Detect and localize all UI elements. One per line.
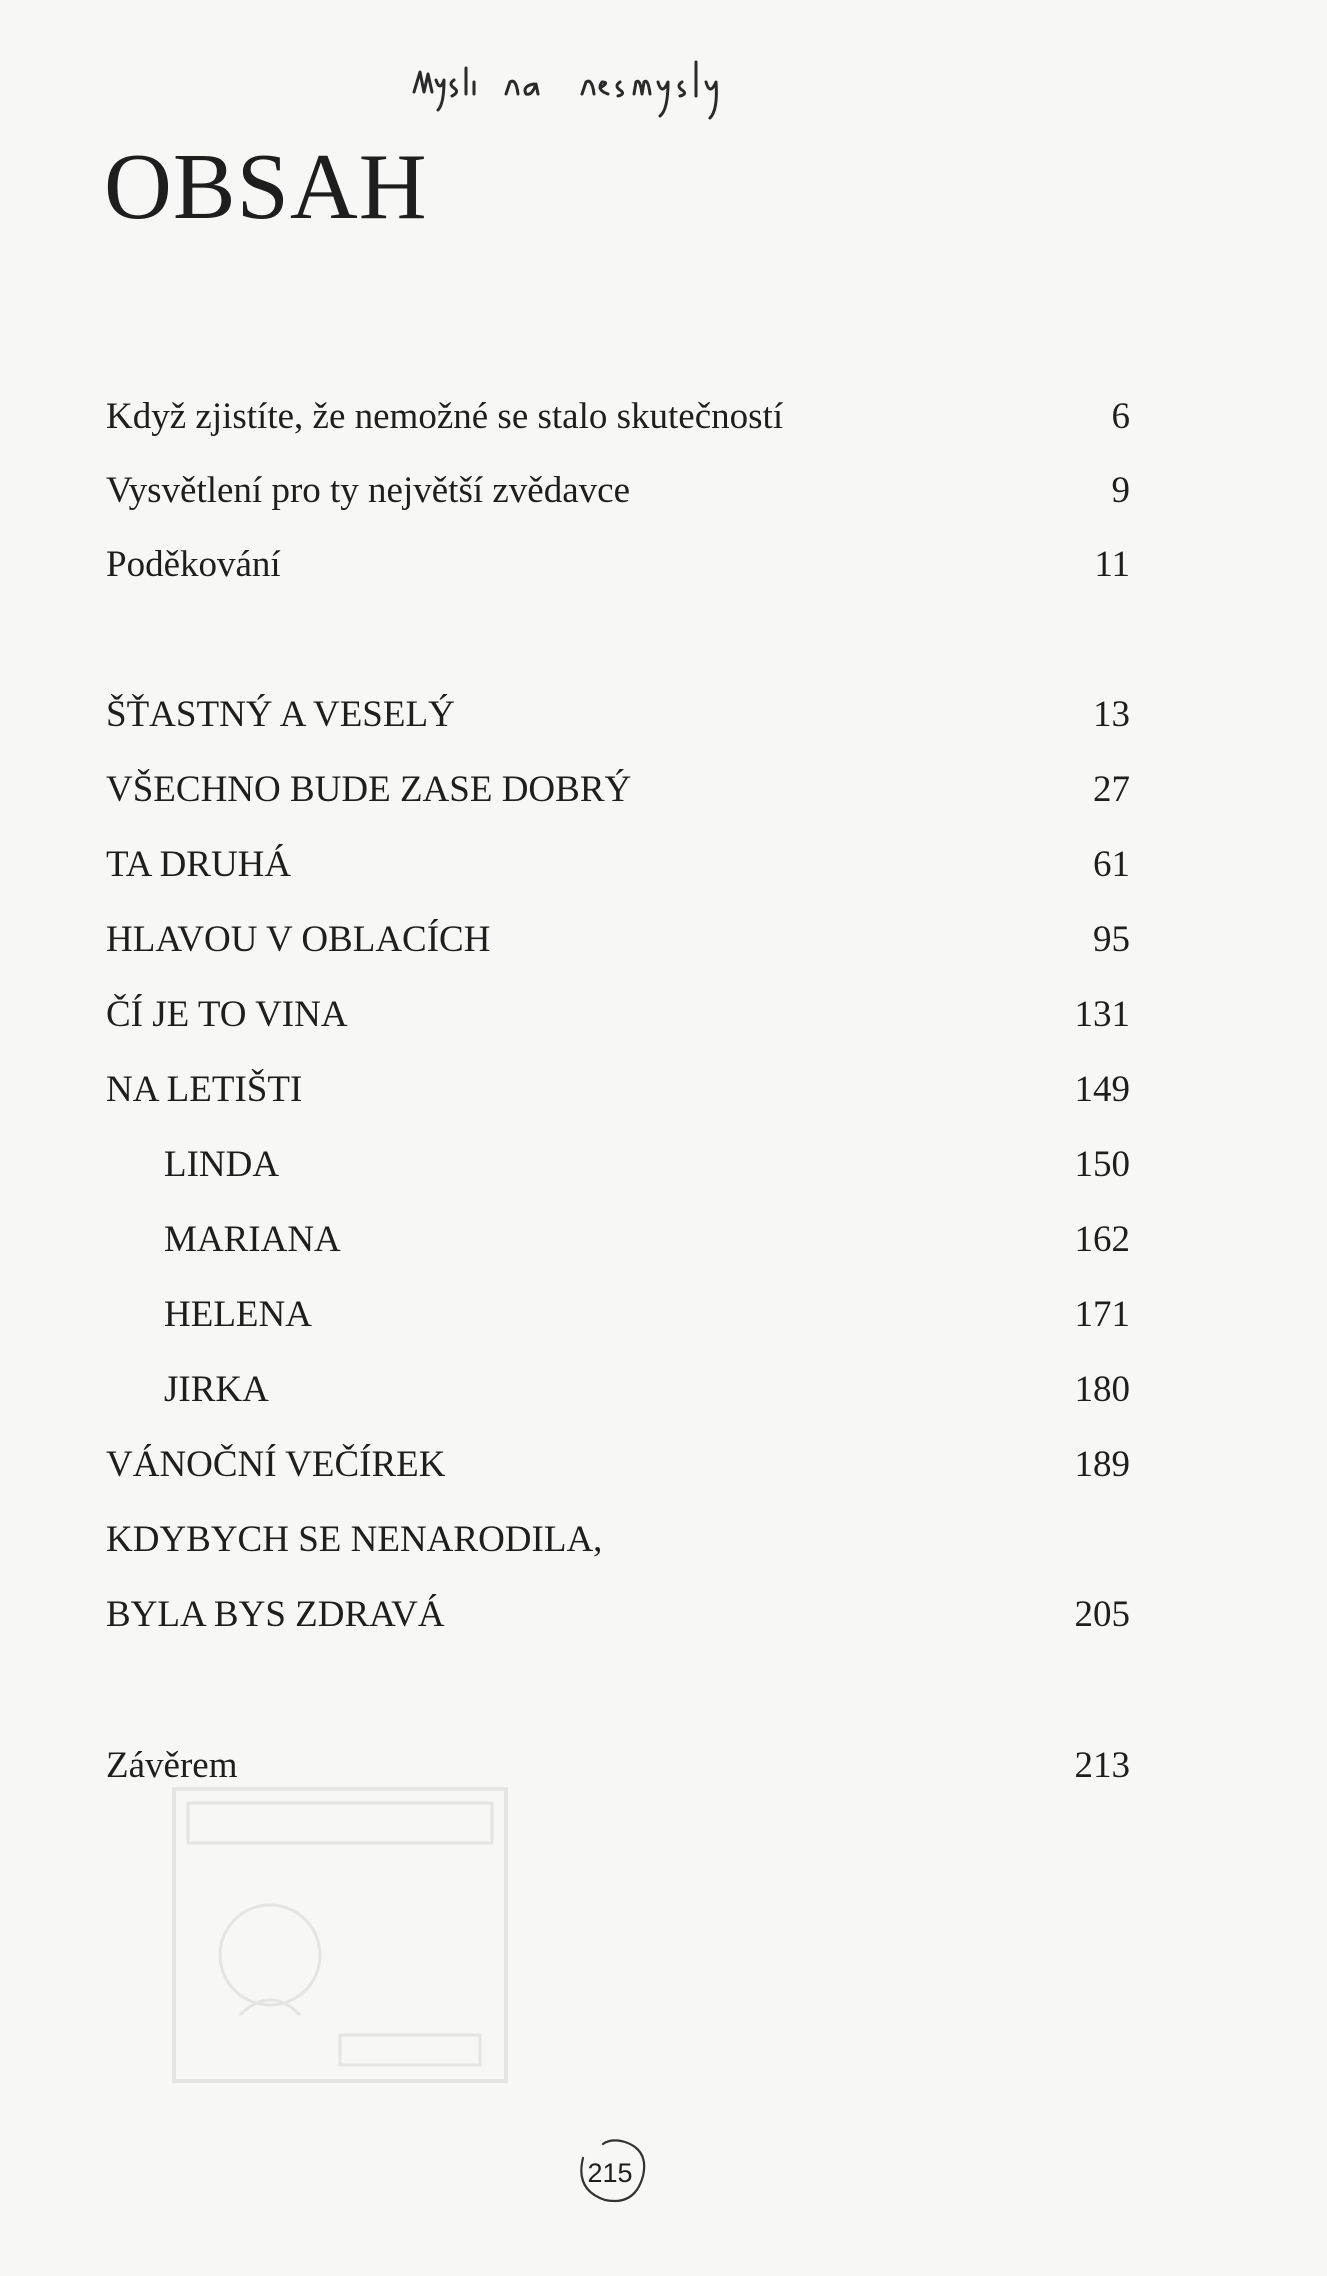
toc-subchapter-title: MARIANA [164,1219,341,1260]
page-title: OBSAH [104,135,428,239]
toc-subchapter [106,1285,1130,1345]
toc-chapter-title: NA LETIŠTI [106,1069,303,1110]
page-number-badge [565,2128,655,2218]
toc-chapter-title: HLAVOU V OBLACÍCH [106,919,491,960]
toc-subchapter-title: LINDA [164,1144,280,1185]
toc-entry-page: 9 [1111,470,1130,511]
toc-chapter-page: 149 [1074,1069,1130,1110]
toc-chapter-title: ŠŤASTNÝ A VESELÝ [106,694,455,735]
toc-subchapter [106,1360,1130,1420]
toc-chapter-title: KDYBYCH SE NENARODILA, [106,1519,603,1560]
library-stamp-showthrough [170,1785,510,2085]
toc-subchapter-title: HELENA [164,1294,312,1335]
toc-subchapter-page: 171 [1074,1294,1130,1335]
toc-chapter [106,1585,1130,1645]
toc-chapter [106,1435,1130,1495]
toc-chapter-title: VÁNOČNÍ VEČÍREK [106,1444,446,1485]
toc-subchapter-title: JIRKA [164,1369,269,1410]
toc-entry [106,461,1130,521]
toc-chapter [106,1060,1130,1120]
toc-chapter-page: 95 [1093,919,1130,960]
toc-chapter [106,760,1130,820]
toc-chapter-page: 189 [1074,1444,1130,1485]
toc-entry-title: Vysvětlení pro ty největší zvědavce [106,470,630,511]
toc-chapter-page: 13 [1093,694,1130,735]
toc-chapter-title: BYLA BYS ZDRAVÁ [106,1594,445,1635]
toc-chapter-title: VŠECHNO BUDE ZASE DOBRÝ [106,769,632,810]
toc-chapter-page: 61 [1093,844,1130,885]
toc-subchapter-page: 180 [1074,1369,1130,1410]
toc-entry [106,535,1130,595]
toc-subchapter-page: 162 [1074,1219,1130,1260]
page-number: 215 [587,2158,633,2188]
handwritten-note [410,52,810,142]
toc-chapter-title: ČÍ JE TO VINA [106,994,348,1035]
handwritten-note-drawing [410,52,810,142]
toc-entry-page: 213 [1074,1745,1130,1786]
toc-entry-page: 11 [1094,544,1130,585]
toc-entry-title: Závěrem [106,1745,238,1786]
toc-chapter-page: 27 [1093,769,1130,810]
toc-chapter [106,910,1130,970]
toc-chapter [106,835,1130,895]
toc-chapter-page: 131 [1074,994,1130,1035]
toc-subchapter [106,1135,1130,1195]
toc-entry-title: Když zjistíte, že nemožné se stalo skutečností [106,396,784,437]
toc-chapter-page: 205 [1074,1594,1130,1635]
toc-chapter-title: TA DRUHÁ [106,844,292,885]
toc-chapter [106,985,1130,1045]
toc-entry-title: Poděkování [106,544,281,585]
toc-chapter [106,1510,1130,1570]
stamp-drawing [170,1785,510,2085]
toc-subchapter [106,1210,1130,1270]
toc-entry-page: 6 [1111,396,1130,437]
toc-subchapter-page: 150 [1074,1144,1130,1185]
toc-chapter [106,685,1130,745]
toc-entry [106,387,1130,447]
